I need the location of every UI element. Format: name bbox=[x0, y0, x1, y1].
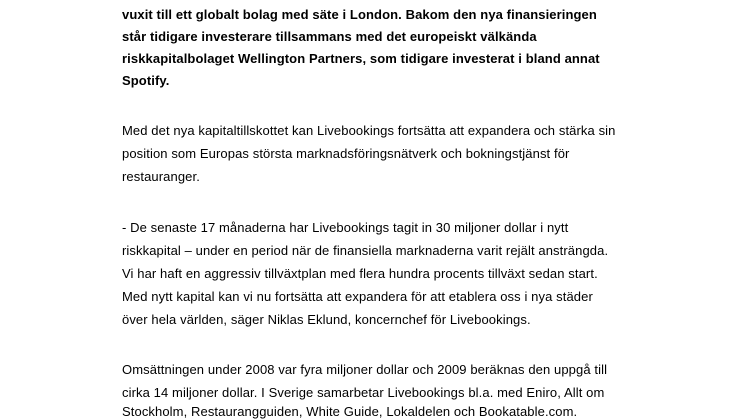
quote-line-4: Med nytt kapital kan vi nu fortsätta att expandera för att etablera oss i nya städer bbox=[122, 289, 593, 304]
paragraph-2-line-3: restauranger. bbox=[122, 169, 200, 184]
quote-line-3: Vi har haft en aggressiv tillväxtplan med flera hundra procents tillväxt sedan start. bbox=[122, 266, 598, 281]
paragraph-4-line-1: Omsättningen under 2008 var fyra miljoner dollar och 2009 beräknas den uppgå till bbox=[122, 362, 608, 377]
quote-line-2: riskkapital – under en period när de finansiella marknaderna varit rejält ansträngda. bbox=[122, 243, 609, 258]
intro-bold-line-4: Spotify. bbox=[122, 73, 170, 88]
quote-line-5: över hela världen, säger Niklas Eklund, koncernchef för Livebookings. bbox=[122, 312, 531, 327]
paragraph-2-line-1: Med det nya kapitaltillskottet kan Livebookings fortsätta att expandera och stärka sin bbox=[122, 123, 616, 138]
quote-line-1: - De senaste 17 månaderna har Livebookings tagit in 30 miljoner dollar i nytt bbox=[122, 220, 569, 235]
paragraph-4-line-2: cirka 14 miljoner dollar. I Sverige samarbetar Livebookings bl.a. med Eniro, Allt om bbox=[122, 385, 605, 400]
intro-bold-line-2: står tidigare investerare tillsammans med det europeiskt välkända bbox=[122, 29, 537, 44]
intro-bold-line-1: vuxit till ett globalt bolag med säte i London. Bakom den nya finansieringen bbox=[122, 7, 597, 22]
paragraph-2-line-2: position som Europas största marknadsföringsnätverk och bokningstjänst för bbox=[122, 146, 570, 161]
paragraph-4-line-3: Stockholm, Restaurangguiden, White Guide, Lokaldelen och Bookatable.com. bbox=[122, 404, 578, 419]
intro-bold-line-3: riskkapitalbolaget Wellington Partners, som tidigare investerat i bland annat bbox=[122, 51, 600, 66]
